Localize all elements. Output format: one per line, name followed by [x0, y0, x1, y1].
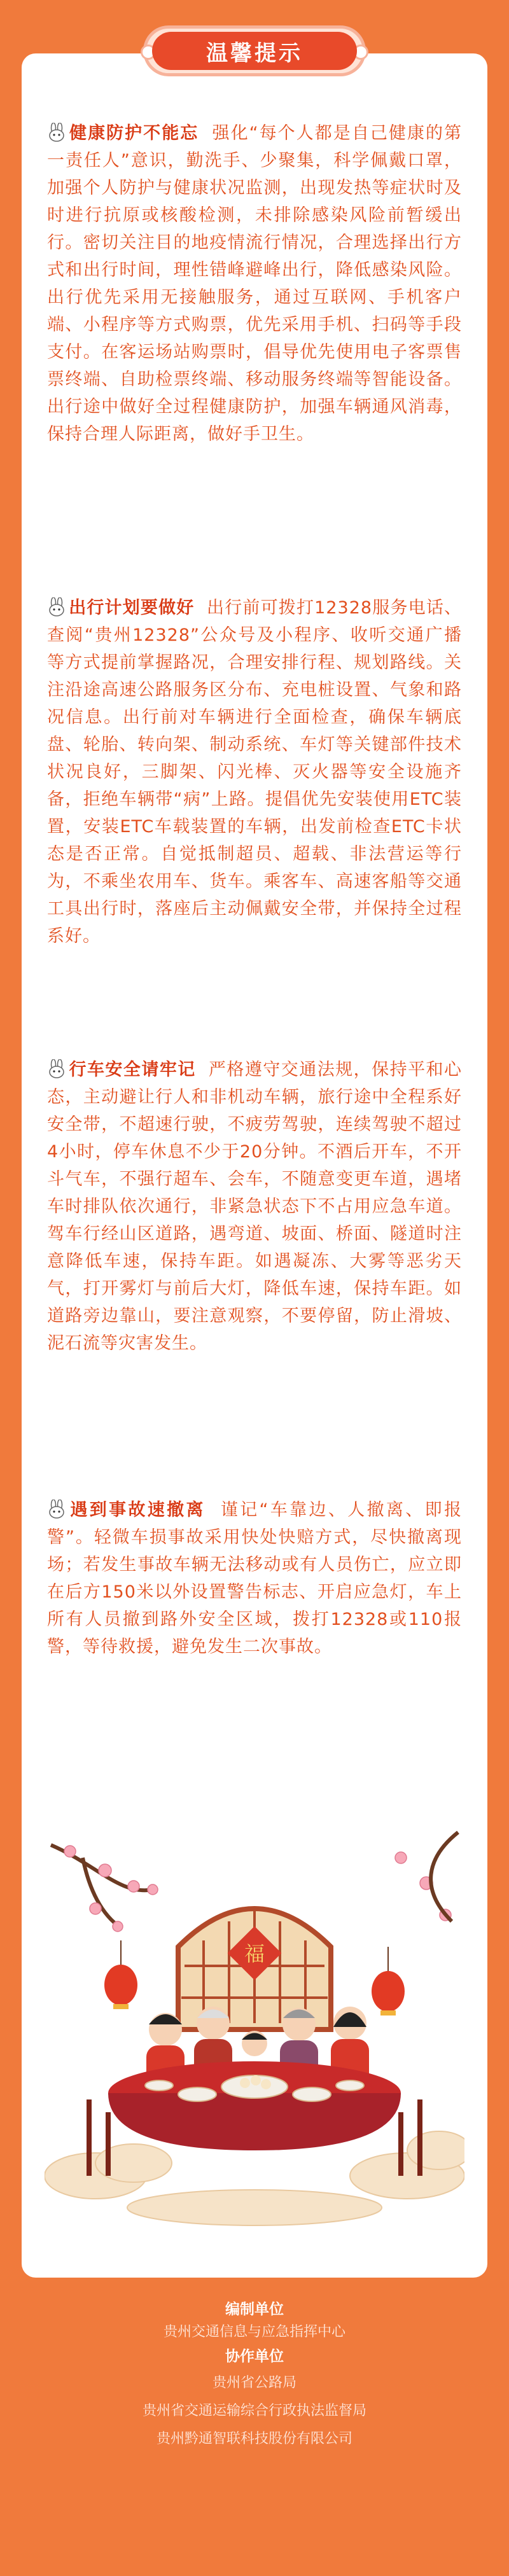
section-heading: 行车安全请牢记 [69, 1060, 196, 1080]
section-driving-safety [47, 1056, 462, 1357]
rabbit-icon [47, 123, 66, 142]
svg-text:福: 福 [244, 1942, 265, 1966]
editor-name: 贵州交通信息与应急指挥中心 [163, 2324, 345, 2340]
partner-name: 贵州省公路局 [212, 2375, 296, 2391]
rabbit-icon [47, 1059, 66, 1078]
section-body: 出行前可拨打12328服务电话、查阅“贵州12328”公众号及小程序、收听交通广播等方式提前掌握路况，合理安排行程、规划路线。关注沿途高速公路服务区分布、充电桩设置、气象和路况信息。出行前对车辆进行全面检查，确保车辆底盘、轮胎、转向架、制动系统、车灯等关键部件技术状况良好，三脚架、闪光棒、灭火器等安全设施齐备，拒绝车辆带“病”上路。提倡优先安装使用ETC装置，安装ETC车载装置的车辆，出发前检查ETC卡状态是否正常。自觉抵制超员、超载、非法营运等行为，不乘坐农用车、货车。乘客车、高速客船等交通工具出行时，落座后主动佩戴安全带，并保持全过程系好。 [47, 598, 462, 946]
section-body: 严格遵守交通法规，保持平和心态，主动避让行人和非机动车辆，旅行途中全程系好安全带，不超速行驶，不疲劳驾驶，连续驾驶不超过4小时，停车休息不少于20分钟。不酒后开车，不开斗气车，不强行超车、会车，不随意变更车道，遇堵车时排队依次通行，非紧急状态下不占用应急车道。驾车行经山区道路，遇弯道、坡面、桥面、隧道时注意降低车速，保持车距。如遇凝冻、大雾等恶劣天气，打开雾灯与前后大灯，降低车速，保持车距。如道路旁边靠山，要注意观察，不要停留，防止滑坡、泥石流等灾害发生。 [47, 1060, 463, 1353]
section-body: 谨记“车靠边、人撤离、即报警”。轻微车损事故采用快处快赔方式，尽快撤离现场；若发生事故车辆无法移动或有人员伤亡，应立即在后方150米以外设置警告标志、开启应急灯，车上所有人员撤到路外安全区域，拨打12328或110报警，等待救援，避免发生二次事故。 [47, 1500, 463, 1657]
partner-label: 协作单位 [225, 2348, 284, 2365]
rabbit-icon [47, 597, 66, 616]
title-banner [143, 25, 366, 76]
rabbit-icon [47, 1500, 66, 1519]
family-dinner-illustration [45, 1820, 464, 2227]
page-title: 温馨提示 [152, 32, 357, 70]
partner-name: 贵州省交通运输综合行政执法监督局 [142, 2403, 366, 2419]
section-travel-plan [47, 594, 462, 950]
section-health [47, 120, 462, 448]
partner-name: 贵州黔通智联科技股份有限公司 [156, 2431, 352, 2447]
section-body: 强化“每个人都是自己健康的第一责任人”意识，勤洗手、少聚集，科学佩戴口罩，加强个人防护与健康状况监测，出现发热等症状时及时进行抗原或核酸检测，未排除感染风险前暂缓出行。密切关注目的地疫情流行情况，合理选择出行方式和出行时间，理性错峰避峰出行，降低感染风险。出行优先采用无接触服务，通过互联网、手机客户端、小程序等方式购票，优先采用手机、扫码等手段支付。在客运场站购票时，倡导优先使用电子客票售票终端、自助检票终端、移动服务终端等智能设备。出行途中做好全过程健康防护，加强车辆通风消毒，保持合理人际距离，做好手卫生。 [47, 123, 463, 444]
section-heading: 健康防护不能忘 [69, 123, 199, 143]
section-heading: 遇到事故速撤离 [69, 1500, 206, 1520]
footer [0, 2298, 509, 2453]
section-heading: 出行计划要做好 [69, 598, 195, 618]
editor-label: 编制单位 [225, 2301, 284, 2318]
section-accident [47, 1496, 462, 1660]
